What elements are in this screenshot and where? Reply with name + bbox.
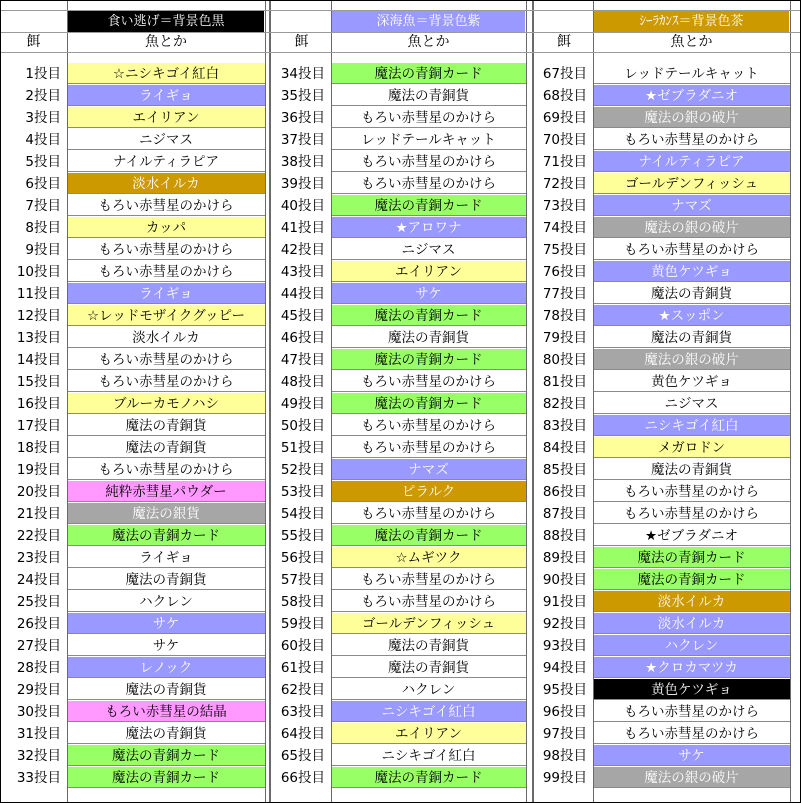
cast-number: 9投目 <box>25 242 61 258</box>
catch-item: もろい赤彗星のかけら <box>593 701 790 722</box>
catch-item: ブルーカモノハシ <box>67 393 265 414</box>
cast-number: 52投目 <box>280 462 325 478</box>
catch-item: サケ <box>331 283 526 304</box>
cast-number: 77投目 <box>542 286 587 302</box>
catch-item: 魔法の青銅カード <box>331 349 526 370</box>
cast-number: 66投目 <box>280 770 325 786</box>
catch-item: 魔法の青銅貨 <box>331 635 526 656</box>
catch-item: もろい赤彗星のかけら <box>593 481 790 502</box>
cast-number: 70投目 <box>542 132 587 148</box>
catch-item: もろい赤彗星のかけら <box>67 349 265 370</box>
cast-number: 91投目 <box>542 594 587 610</box>
cast-number: 37投目 <box>280 132 325 148</box>
cast-number: 57投目 <box>280 572 325 588</box>
catch-item: もろい赤彗星のかけら <box>593 503 790 524</box>
catch-item: もろい赤彗星のかけら <box>593 239 790 260</box>
catch-item: ☆レッドモザイクグッピー <box>67 305 265 326</box>
cast-number: 4投目 <box>25 132 61 148</box>
cast-number: 59投目 <box>280 616 325 632</box>
catch-item: もろい赤彗星のかけら <box>593 723 790 744</box>
cast-number: 85投目 <box>542 462 587 478</box>
catch-item: もろい赤彗星のかけら <box>331 173 526 194</box>
cast-number: 17投目 <box>16 418 61 434</box>
catch-item: 黄色ケツギョ <box>593 371 790 392</box>
cast-number: 89投目 <box>542 550 587 566</box>
catch-item: 魔法の銀の破片 <box>593 349 790 370</box>
legend-label: ｼｰﾗｶﾝｽ＝背景色茶 <box>594 11 789 32</box>
cast-number: 46投目 <box>280 330 325 346</box>
cast-number: 27投目 <box>16 638 61 654</box>
cast-number: 50投目 <box>280 418 325 434</box>
catch-item: 魔法の青銅カード <box>331 195 526 216</box>
cast-number: 13投目 <box>16 330 61 346</box>
cast-number: 30投目 <box>16 704 61 720</box>
cast-number: 49投目 <box>280 396 325 412</box>
header-bait: 餌 <box>26 34 41 50</box>
cast-number: 95投目 <box>542 682 587 698</box>
cast-number: 97投目 <box>542 726 587 742</box>
cast-number: 90投目 <box>542 572 587 588</box>
cast-number: 15投目 <box>16 374 61 390</box>
catch-item: ニシキゴイ紅白 <box>331 701 526 722</box>
cast-number: 31投目 <box>16 726 61 742</box>
cast-number: 1投目 <box>25 66 61 82</box>
catch-item: もろい赤彗星のかけら <box>331 151 526 172</box>
cast-number: 14投目 <box>16 352 61 368</box>
catch-item: ライギョ <box>67 547 265 568</box>
catch-item: サケ <box>67 613 265 634</box>
catch-item: もろい赤彗星のかけら <box>331 107 526 128</box>
catch-item: 魔法の青銅貨 <box>67 723 265 744</box>
catch-item: エイリアン <box>67 107 265 128</box>
catch-item: もろい赤彗星のかけら <box>67 371 265 392</box>
cast-number: 56投目 <box>280 550 325 566</box>
catch-item: 魔法の青銅貨 <box>331 657 526 678</box>
catch-item: 魔法の青銅カード <box>331 305 526 326</box>
catch-item: 魔法の青銅貨 <box>67 415 265 436</box>
catch-item: ゴールデンフィッシュ <box>331 613 526 634</box>
cast-number: 38投目 <box>280 154 325 170</box>
cast-number: 78投目 <box>542 308 587 324</box>
cast-number: 23投目 <box>16 550 61 566</box>
cast-number: 87投目 <box>542 506 587 522</box>
catch-item: 魔法の銀貨 <box>67 503 265 524</box>
cast-number: 20投目 <box>16 484 61 500</box>
cast-number: 5投目 <box>25 154 61 170</box>
catch-item: ライギョ <box>67 283 265 304</box>
cast-number: 63投目 <box>280 704 325 720</box>
catch-item: 淡水イルカ <box>67 173 265 194</box>
cast-number: 7投目 <box>25 198 61 214</box>
catch-item: ★スッポン <box>593 305 790 326</box>
catch-item: 魔法の青銅カード <box>67 525 265 546</box>
catch-item: 魔法の青銅貨 <box>331 85 526 106</box>
cast-number: 92投目 <box>542 616 587 632</box>
catch-item: もろい赤彗星のかけら <box>331 591 526 612</box>
catch-item: 淡水イルカ <box>593 591 790 612</box>
cast-number: 60投目 <box>280 638 325 654</box>
cast-number: 43投目 <box>280 264 325 280</box>
catch-item: 魔法の青銅カード <box>331 525 526 546</box>
cast-number: 12投目 <box>16 308 61 324</box>
catch-item: カッパ <box>67 217 265 238</box>
catch-item: エイリアン <box>331 261 526 282</box>
catch-item: 純粋赤彗星パウダー <box>67 481 265 502</box>
catch-item: もろい赤彗星のかけら <box>67 195 265 216</box>
cast-number: 73投目 <box>542 198 587 214</box>
catch-item: ニシキゴイ紅白 <box>593 415 790 436</box>
cast-number: 51投目 <box>280 440 325 456</box>
catch-item: もろい赤彗星のかけら <box>67 261 265 282</box>
catch-item: もろい赤彗星のかけら <box>67 459 265 480</box>
catch-item: レッドテールキャット <box>331 129 526 150</box>
catch-item: 魔法の青銅カード <box>593 569 790 590</box>
catch-item: 黄色ケツギョ <box>593 261 790 282</box>
cast-number: 28投目 <box>16 660 61 676</box>
cast-number: 98投目 <box>542 748 587 764</box>
catch-item: 魔法の青銅貨 <box>593 283 790 304</box>
cast-number: 16投目 <box>16 396 61 412</box>
cast-number: 41投目 <box>280 220 325 236</box>
catch-item: ★ゼブラダニオ <box>593 525 790 546</box>
cast-number: 45投目 <box>280 308 325 324</box>
catch-item: ニジマス <box>67 129 265 150</box>
cast-number: 44投目 <box>280 286 325 302</box>
catch-item: 魔法の青銅貨 <box>593 327 790 348</box>
header-bait: 餌 <box>294 34 309 50</box>
cast-number: 65投目 <box>280 748 325 764</box>
cast-number: 84投目 <box>542 440 587 456</box>
cast-number: 2投目 <box>25 88 61 104</box>
catch-item: ニジマス <box>331 239 526 260</box>
cast-number: 62投目 <box>280 682 325 698</box>
catch-item: 魔法の青銅カード <box>67 745 265 766</box>
cast-number: 47投目 <box>280 352 325 368</box>
cast-number: 29投目 <box>16 682 61 698</box>
cast-number: 61投目 <box>280 660 325 676</box>
catch-item: ★クロカマツカ <box>593 657 790 678</box>
catch-item: ニジマス <box>593 393 790 414</box>
catch-item: レッドテールキャット <box>593 63 790 84</box>
catch-item: 魔法の青銅カード <box>331 393 526 414</box>
cast-number: 26投目 <box>16 616 61 632</box>
cast-number: 74投目 <box>542 220 587 236</box>
cast-number: 36投目 <box>280 110 325 126</box>
cast-number: 48投目 <box>280 374 325 390</box>
cast-number: 53投目 <box>280 484 325 500</box>
cast-number: 33投目 <box>16 770 61 786</box>
legend-label: 食い逃げ＝背景色黒 <box>68 11 264 32</box>
catch-item: 魔法の青銅貨 <box>331 327 526 348</box>
catch-item: ☆ムギツク <box>331 547 526 568</box>
cast-number: 40投目 <box>280 198 325 214</box>
cast-number: 68投目 <box>542 88 587 104</box>
catch-item: 魔法の銀の破片 <box>593 767 790 788</box>
cast-number: 64投目 <box>280 726 325 742</box>
catch-item: ピラルク <box>331 481 526 502</box>
catch-item: 黄色ケツギョ <box>593 679 790 700</box>
cast-number: 76投目 <box>542 264 587 280</box>
catch-item: サケ <box>593 745 790 766</box>
catch-item: ナマズ <box>331 459 526 480</box>
cast-number: 6投目 <box>25 176 61 192</box>
cast-number: 21投目 <box>16 506 61 522</box>
catch-item: レノック <box>67 657 265 678</box>
catch-item: 淡水イルカ <box>67 327 265 348</box>
header-bait: 餌 <box>557 34 571 50</box>
catch-item: ハクレン <box>67 591 265 612</box>
catch-item: 魔法の青銅貨 <box>593 459 790 480</box>
cast-number: 58投目 <box>280 594 325 610</box>
cast-number: 75投目 <box>542 242 587 258</box>
catch-item: サケ <box>67 635 265 656</box>
catch-item: もろい赤彗星のかけら <box>593 129 790 150</box>
catch-item: 魔法の青銅貨 <box>67 437 265 458</box>
cast-number: 86投目 <box>542 484 587 500</box>
catch-item: ナイルティラピア <box>67 151 265 172</box>
catch-item: 魔法の青銅カード <box>331 63 526 84</box>
catch-item: もろい赤彗星の結晶 <box>67 701 265 722</box>
catch-item: もろい赤彗星のかけら <box>331 371 526 392</box>
cast-number: 54投目 <box>280 506 325 522</box>
cast-number: 55投目 <box>280 528 325 544</box>
cast-number: 99投目 <box>542 770 587 786</box>
catch-item: ★アロワナ <box>331 217 526 238</box>
cast-number: 39投目 <box>280 176 325 192</box>
cast-number: 94投目 <box>542 660 587 676</box>
catch-item: ハクレン <box>593 635 790 656</box>
cast-number: 35投目 <box>280 88 325 104</box>
cast-number: 83投目 <box>542 418 587 434</box>
catch-item: もろい赤彗星のかけら <box>331 415 526 436</box>
catch-item: 魔法の銀の破片 <box>593 217 790 238</box>
cast-number: 8投目 <box>25 220 61 236</box>
cast-number: 69投目 <box>542 110 587 126</box>
cast-number: 72投目 <box>542 176 587 192</box>
catch-item: もろい赤彗星のかけら <box>331 569 526 590</box>
catch-item: ゴールデンフィッシュ <box>593 173 790 194</box>
cast-number: 25投目 <box>16 594 61 610</box>
catch-item: 魔法の青銅貨 <box>67 569 265 590</box>
cast-number: 71投目 <box>542 154 587 170</box>
cast-number: 42投目 <box>280 242 325 258</box>
cast-number: 3投目 <box>25 110 61 126</box>
header-fish: 魚とか <box>145 34 187 50</box>
cast-number: 10投目 <box>16 264 61 280</box>
cast-number: 34投目 <box>280 66 325 82</box>
cast-number: 79投目 <box>542 330 587 346</box>
cast-number: 18投目 <box>16 440 61 456</box>
catch-item: 魔法の青銅貨 <box>67 679 265 700</box>
catch-item: エイリアン <box>331 723 526 744</box>
catch-item: メガロドン <box>593 437 790 458</box>
cast-number: 67投目 <box>542 66 587 82</box>
catch-item: ハクレン <box>331 679 526 700</box>
catch-item: ニシキゴイ紅白 <box>331 745 526 766</box>
catch-item: ★ゼブラダニオ <box>593 85 790 106</box>
cast-number: 81投目 <box>542 374 587 390</box>
cast-number: 82投目 <box>542 396 587 412</box>
catch-item: 魔法の青銅カード <box>593 547 790 568</box>
catch-item: 魔法の銀の破片 <box>593 107 790 128</box>
legend-label: 深海魚＝背景色紫 <box>332 11 525 32</box>
cast-number: 88投目 <box>542 528 587 544</box>
catch-item: ナマズ <box>593 195 790 216</box>
header-fish: 魚とか <box>407 34 450 50</box>
catch-item: ライギョ <box>67 85 265 106</box>
catch-item: もろい赤彗星のかけら <box>331 503 526 524</box>
cast-number: 32投目 <box>16 748 61 764</box>
cast-number: 80投目 <box>542 352 587 368</box>
cast-number: 11投目 <box>16 286 61 302</box>
catch-item: ナイルティラピア <box>593 151 790 172</box>
cast-number: 22投目 <box>16 528 61 544</box>
catch-item: ☆ニシキゴイ紅白 <box>67 63 265 84</box>
cast-number: 19投目 <box>16 462 61 478</box>
cast-number: 93投目 <box>542 638 587 654</box>
cast-number: 96投目 <box>542 704 587 720</box>
cast-number: 24投目 <box>16 572 61 588</box>
catch-item: もろい赤彗星のかけら <box>331 437 526 458</box>
catch-item: 魔法の青銅カード <box>331 767 526 788</box>
catch-item: 魔法の青銅カード <box>67 767 265 788</box>
catch-item: 淡水イルカ <box>593 613 790 634</box>
header-fish: 魚とか <box>670 34 713 50</box>
catch-item: もろい赤彗星のかけら <box>67 239 265 260</box>
